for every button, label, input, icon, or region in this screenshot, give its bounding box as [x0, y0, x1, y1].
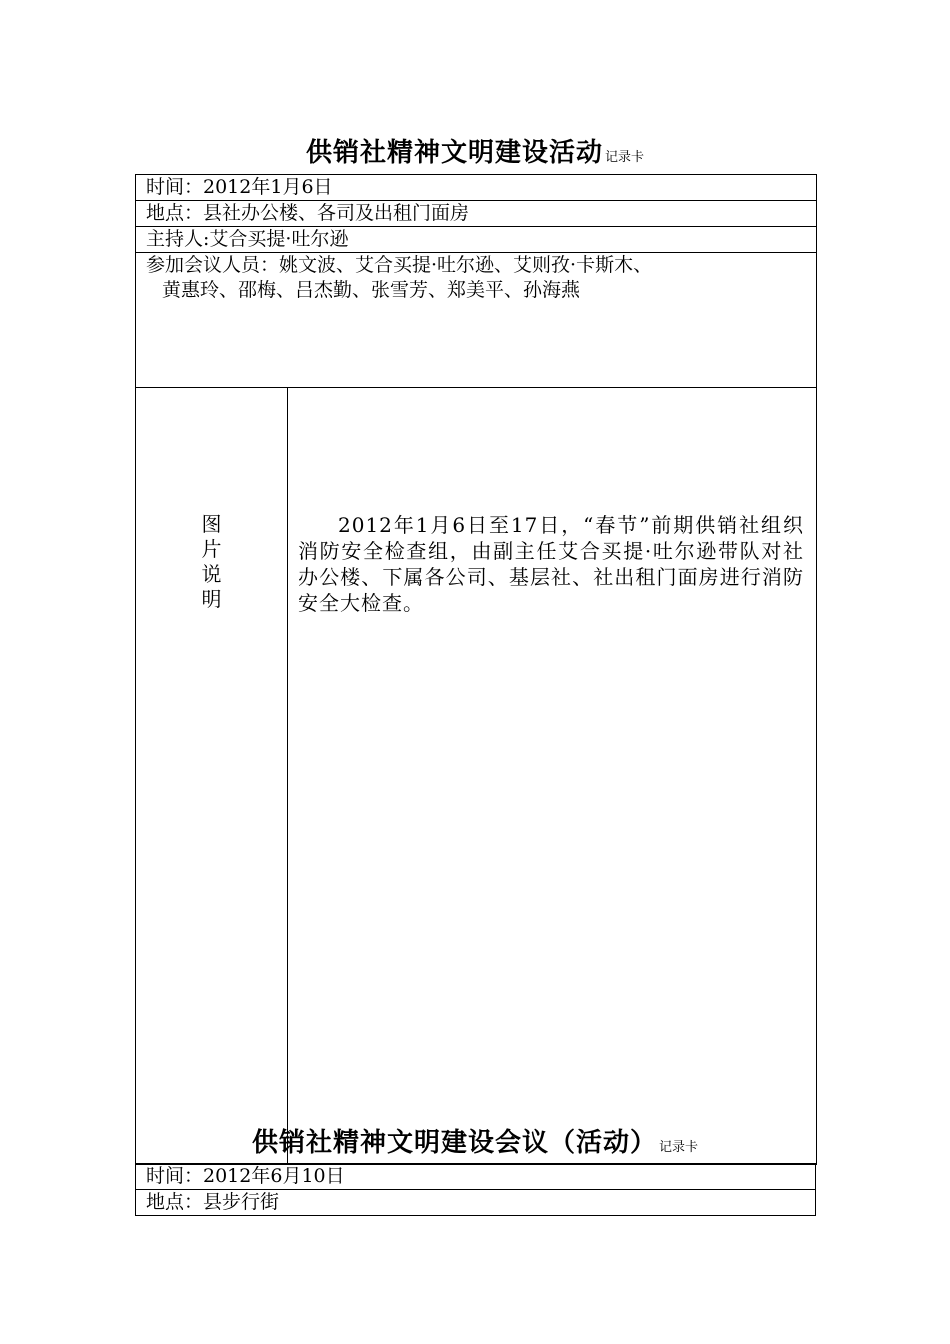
card1-location-row	[136, 201, 817, 227]
card2-time: 时间：2012年6月10日	[136, 1164, 816, 1190]
card2-time-row	[136, 1164, 816, 1190]
card1-location: 地点：县社办公楼、各司及出租门面房	[136, 201, 817, 227]
card1-photo-row	[136, 388, 817, 1165]
card1-title-main: 供销社精神文明建设活动	[305, 138, 603, 168]
card2-title-suffix: 记录卡	[659, 1140, 699, 1155]
card1-photo-label: 图片说明	[201, 512, 222, 611]
card2-title	[0, 1122, 950, 1159]
card1-photo-description: 2012年1月6日至17日，“春节”前期供销社组织消防安全检查组，由副主任艾合买提·吐尔逊带队对社办公楼、下属各公司、基层社、社出租门面房进行消防安全大检查。	[298, 513, 804, 615]
card1-time-row	[136, 175, 817, 201]
card1-attendees	[136, 253, 817, 388]
card2-table	[135, 1163, 816, 1216]
card1-photo-description-cell	[288, 388, 817, 1165]
card1-photo-label-cell	[136, 388, 288, 1165]
card2-title-main: 供销社精神文明建设会议（活动）	[251, 1128, 657, 1158]
card2-location-row	[136, 1190, 816, 1216]
card1-attendees-line1: 参加会议人员：姚文波、艾合买提·吐尔逊、艾则孜·卡斯木、	[146, 254, 653, 276]
card1-host: 主持人:艾合买提·吐尔逊	[136, 227, 817, 253]
card2-location: 地点：县步行街	[136, 1190, 816, 1216]
card1-table	[135, 174, 817, 1165]
card1-host-row	[136, 227, 817, 253]
card1-title-suffix: 记录卡	[605, 150, 645, 165]
card1-attendees-line2: 黄惠玲、邵梅、吕杰勤、张雪芳、郑美平、孙海燕	[162, 279, 581, 301]
card1-title	[0, 132, 950, 169]
card1-time: 时间：2012年1月6日	[136, 175, 817, 201]
card1-attendees-row	[136, 253, 817, 388]
